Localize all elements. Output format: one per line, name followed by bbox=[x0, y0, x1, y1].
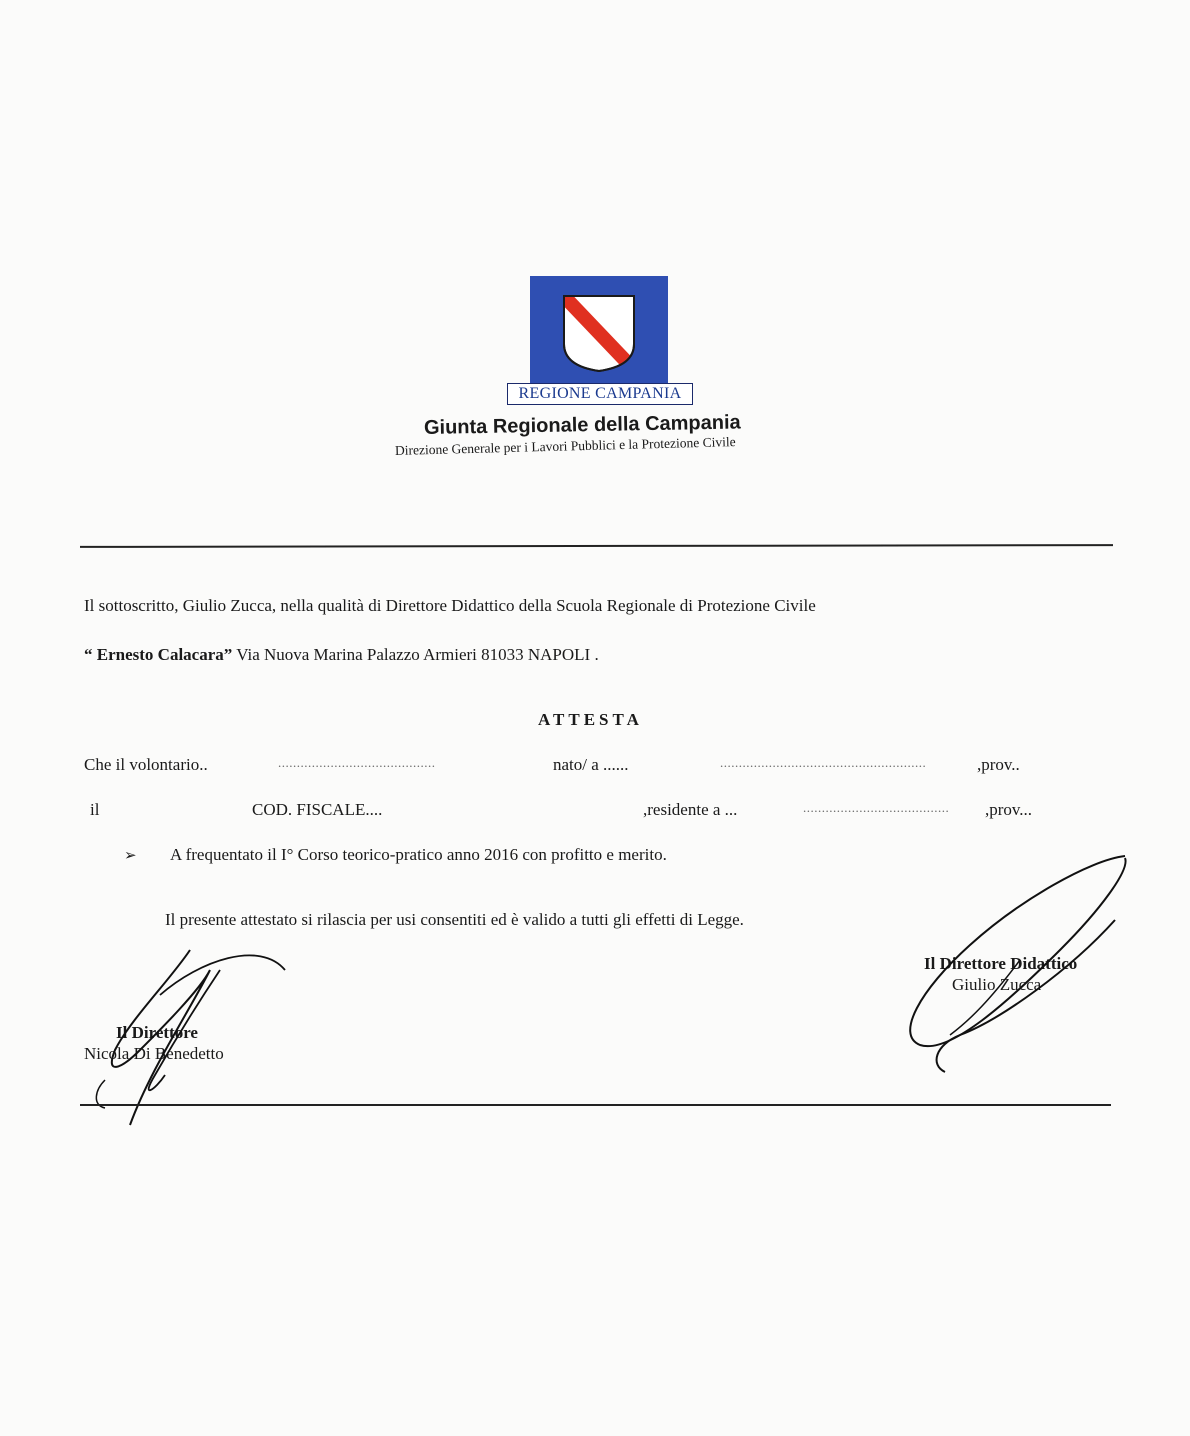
bullet-arrow-icon: ➢ bbox=[124, 848, 137, 864]
school-address: Via Nuova Marina Palazzo Armieri 81033 NAPOLI . bbox=[232, 645, 599, 664]
signature-right-icon bbox=[900, 850, 1140, 1080]
il-label: il bbox=[90, 800, 100, 819]
prov-1-label: ,prov.. bbox=[977, 755, 1020, 774]
coat-of-arms-icon bbox=[530, 276, 668, 384]
attesta-heading: ATTESTA bbox=[538, 710, 643, 729]
cod-fiscale-label: COD. FISCALE.... bbox=[252, 800, 383, 819]
course-statement: A frequentato il I° Corso teorico-pratico anno 2016 con profitto e merito. bbox=[170, 845, 667, 864]
right-signer-title: Il Direttore Didattico bbox=[924, 954, 1078, 973]
residente-dots: ....................................... bbox=[803, 800, 950, 815]
residente-label: ,residente a ... bbox=[643, 800, 738, 819]
nato-label: nato/ a ...... bbox=[553, 755, 629, 774]
top-rule bbox=[80, 544, 1113, 548]
volontario-dots: .......................................... bbox=[278, 755, 436, 770]
closing-statement: Il presente attestato si rilascia per usi consentiti ed è valido a tutti gli effetti di Legge. bbox=[165, 910, 744, 929]
intro-line-2 bbox=[84, 645, 599, 665]
school-name: “ Ernesto Calacara” bbox=[84, 645, 233, 664]
header-title: Giunta Regionale della Campania bbox=[423, 411, 741, 439]
signature-left-icon bbox=[80, 940, 300, 1130]
intro-line-1: Il sottoscritto, Giulio Zucca, nella qualità di Direttore Didattico della Scuola Regionale di Protezione Civile bbox=[84, 596, 816, 615]
left-signer-title: Il Direttore bbox=[116, 1023, 198, 1042]
left-signer-name: Nicola Di Benedetto bbox=[84, 1044, 224, 1063]
regione-campania-logo bbox=[530, 276, 668, 384]
logo-label: REGIONE CAMPANIA bbox=[507, 383, 693, 405]
right-signer-name: Giulio Zucca bbox=[952, 975, 1042, 994]
header-subtitle: Direzione Generale per i Lavori Pubblici e la Protezione Civile bbox=[394, 434, 736, 458]
volontario-label: Che il volontario.. bbox=[84, 755, 208, 774]
bottom-rule bbox=[80, 1104, 1111, 1106]
nato-dots: ....................................................... bbox=[720, 755, 927, 770]
prov-2-label: ,prov... bbox=[985, 800, 1033, 819]
